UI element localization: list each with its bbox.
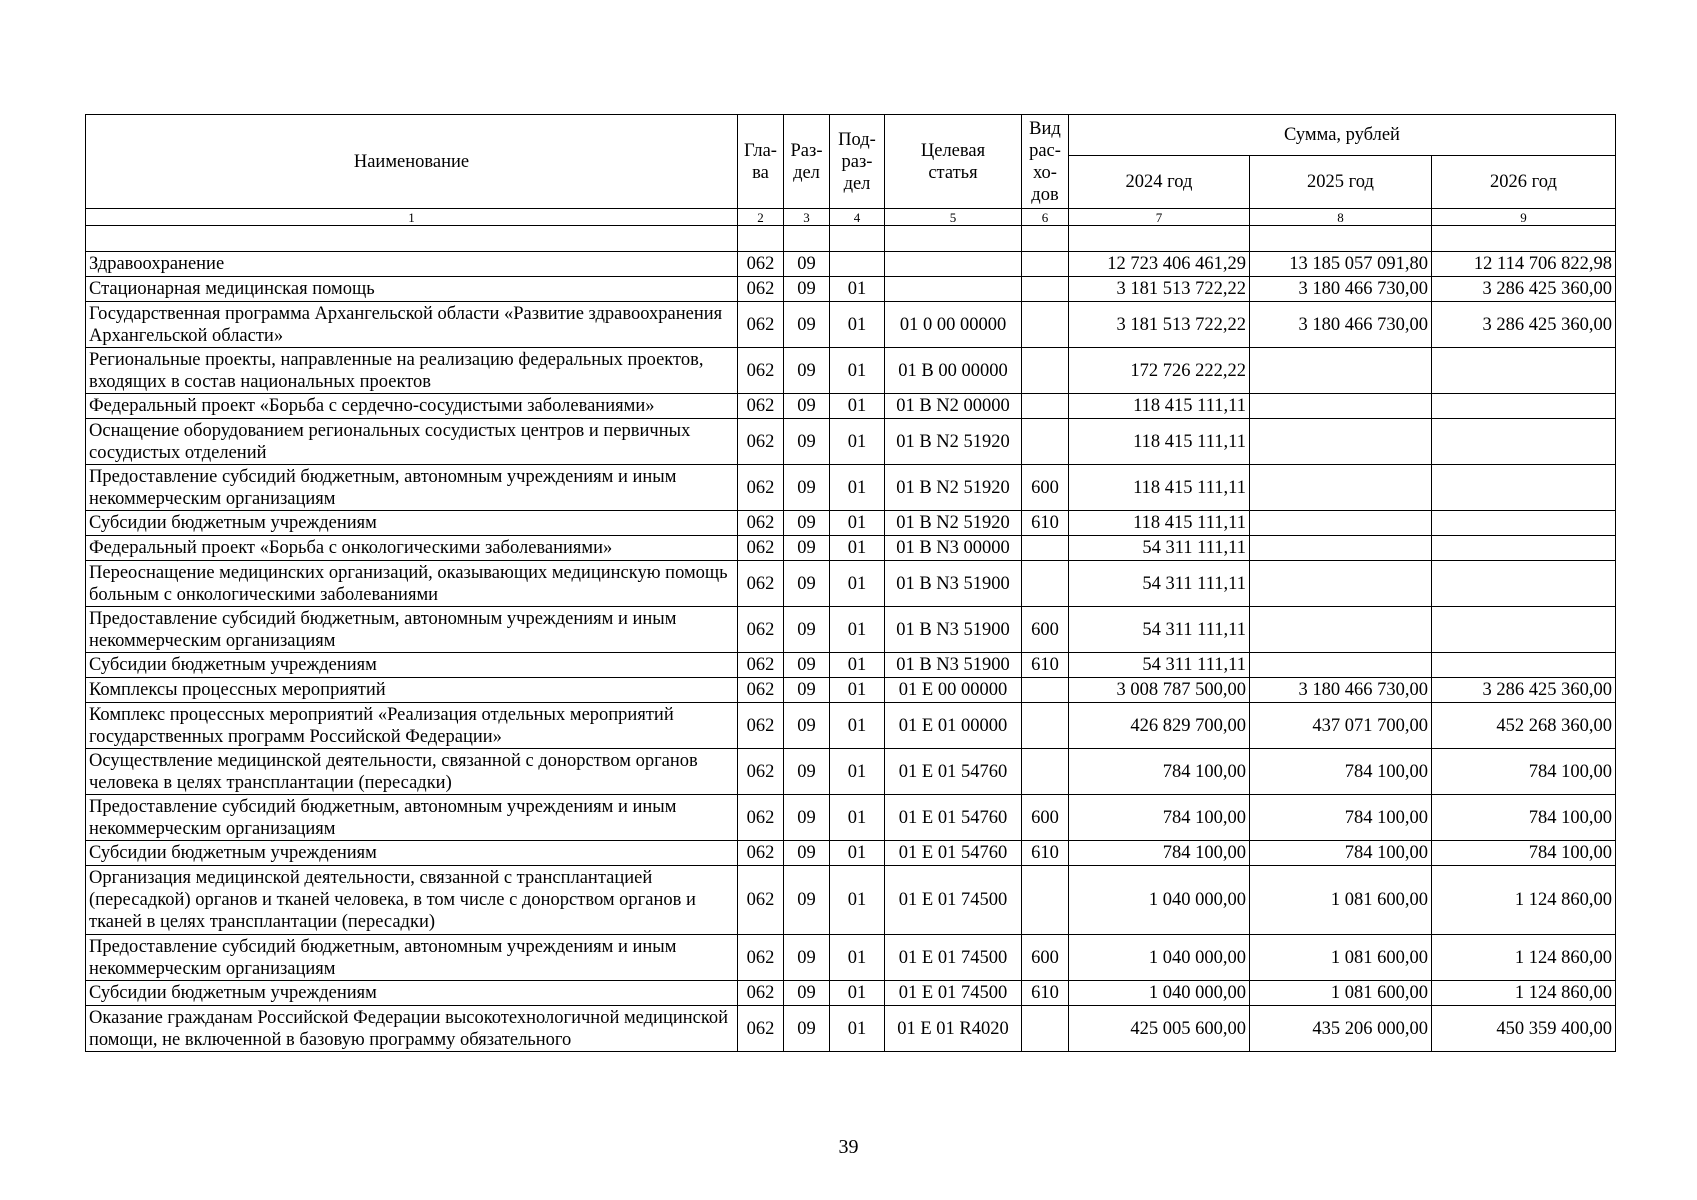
table-row: [86, 511, 1616, 536]
cell-2026: [1432, 653, 1616, 678]
column-number: 7: [1069, 209, 1250, 226]
cell-target: 01 В N2 51920: [885, 419, 1022, 465]
cell-section: 09: [784, 607, 830, 653]
table-header: [86, 115, 1616, 252]
cell-expense-type: [1022, 749, 1069, 795]
cell-name: Здравоохранение: [86, 252, 738, 277]
cell-subsection: 01: [830, 981, 885, 1006]
cell-name: Комплекс процессных мероприятий «Реализация отдельных мероприятий государственных программ Российской Федерации»: [86, 703, 738, 749]
cell-chapter: 062: [738, 511, 784, 536]
cell-2026: [1432, 511, 1616, 536]
cell-name: Предоставление субсидий бюджетным, автономным учреждениям и иным некоммерческим организациям: [86, 607, 738, 653]
cell-2026: 1 124 860,00: [1432, 981, 1616, 1006]
cell-2026: [1432, 465, 1616, 511]
cell-subsection: 01: [830, 561, 885, 607]
cell-section: 09: [784, 653, 830, 678]
cell-2026: 3 286 425 360,00: [1432, 678, 1616, 703]
cell-section: 09: [784, 348, 830, 394]
cell-target: 01 Е 01 54760: [885, 841, 1022, 866]
cell-chapter: 062: [738, 1006, 784, 1052]
table-row: [86, 866, 1616, 935]
cell-2025: [1250, 465, 1432, 511]
cell-target: [885, 252, 1022, 277]
cell-target: 01 Е 01 74500: [885, 935, 1022, 981]
table-row: [86, 841, 1616, 866]
cell-name: Осуществление медицинской деятельности, связанной с донорством органов человека в целях трансплантации (пересадки): [86, 749, 738, 795]
cell-2025: 437 071 700,00: [1250, 703, 1432, 749]
cell-section: 09: [784, 465, 830, 511]
cell-name: Оснащение оборудованием региональных сосудистых центров и первичных сосудистых отделений: [86, 419, 738, 465]
cell-2024: 54 311 111,11: [1069, 561, 1250, 607]
table-row: [86, 678, 1616, 703]
cell-2026: 3 286 425 360,00: [1432, 302, 1616, 348]
cell-2024: 1 040 000,00: [1069, 935, 1250, 981]
cell-target: 01 В 00 00000: [885, 348, 1022, 394]
header-expense-type: Вид рас- хо- дов: [1022, 115, 1069, 209]
cell-section: 09: [784, 252, 830, 277]
header-name: Наименование: [86, 115, 738, 209]
table-row: [86, 607, 1616, 653]
cell-section: 09: [784, 419, 830, 465]
cell-expense-type: [1022, 678, 1069, 703]
cell-chapter: 062: [738, 465, 784, 511]
cell-name: Субсидии бюджетным учреждениям: [86, 841, 738, 866]
cell-expense-type: 610: [1022, 841, 1069, 866]
cell-2025: [1250, 653, 1432, 678]
header-subsection: Под- раз- дел: [830, 115, 885, 209]
cell-2026: [1432, 348, 1616, 394]
cell-name: Стационарная медицинская помощь: [86, 277, 738, 302]
cell-name: Федеральный проект «Борьба с сердечно-сосудистыми заболеваниями»: [86, 394, 738, 419]
table-row: [86, 536, 1616, 561]
cell-2024: 118 415 111,11: [1069, 511, 1250, 536]
column-number: 9: [1432, 209, 1616, 226]
cell-name: Государственная программа Архангельской области «Развитие здравоохранения Архангельской области»: [86, 302, 738, 348]
cell-section: 09: [784, 678, 830, 703]
table-row: [86, 561, 1616, 607]
cell-2025: [1250, 394, 1432, 419]
cell-expense-type: [1022, 277, 1069, 302]
table-row: [86, 1006, 1616, 1052]
cell-2025: 784 100,00: [1250, 841, 1432, 866]
cell-expense-type: [1022, 561, 1069, 607]
budget-table: [85, 114, 1616, 1052]
cell-target: 01 Е 01 74500: [885, 866, 1022, 935]
page-number: 39: [838, 1136, 859, 1158]
cell-2026: 1 124 860,00: [1432, 935, 1616, 981]
cell-2024: 118 415 111,11: [1069, 465, 1250, 511]
cell-2025: 13 185 057 091,80: [1250, 252, 1432, 277]
cell-expense-type: [1022, 536, 1069, 561]
table-row: [86, 749, 1616, 795]
cell-subsection: 01: [830, 749, 885, 795]
cell-subsection: 01: [830, 419, 885, 465]
table-row: [86, 653, 1616, 678]
cell-name: Предоставление субсидий бюджетным, автономным учреждениям и иным некоммерческим организациям: [86, 935, 738, 981]
cell-expense-type: [1022, 703, 1069, 749]
cell-expense-type: [1022, 348, 1069, 394]
header-2024: 2024 год: [1069, 156, 1250, 209]
blank-row: [86, 226, 1616, 252]
cell-chapter: 062: [738, 981, 784, 1006]
cell-name: Субсидии бюджетным учреждениям: [86, 653, 738, 678]
cell-name: Субсидии бюджетным учреждениям: [86, 511, 738, 536]
cell-2024: 12 723 406 461,29: [1069, 252, 1250, 277]
cell-section: 09: [784, 561, 830, 607]
cell-name: Субсидии бюджетным учреждениям: [86, 981, 738, 1006]
cell-subsection: 01: [830, 678, 885, 703]
cell-section: 09: [784, 749, 830, 795]
cell-2025: [1250, 607, 1432, 653]
cell-subsection: 01: [830, 277, 885, 302]
cell-2024: 118 415 111,11: [1069, 419, 1250, 465]
cell-2025: [1250, 536, 1432, 561]
cell-2025: 3 180 466 730,00: [1250, 302, 1432, 348]
cell-subsection: 01: [830, 348, 885, 394]
column-number: 3: [784, 209, 830, 226]
cell-section: 09: [784, 536, 830, 561]
column-number: 6: [1022, 209, 1069, 226]
cell-section: 09: [784, 841, 830, 866]
header-section: Раз- дел: [784, 115, 830, 209]
column-number: 4: [830, 209, 885, 226]
cell-target: 01 В N2 00000: [885, 394, 1022, 419]
cell-subsection: 01: [830, 653, 885, 678]
cell-subsection: 01: [830, 703, 885, 749]
cell-2024: 3 008 787 500,00: [1069, 678, 1250, 703]
column-number: 2: [738, 209, 784, 226]
cell-subsection: 01: [830, 935, 885, 981]
cell-2026: 452 268 360,00: [1432, 703, 1616, 749]
cell-name: Оказание гражданам Российской Федерации высокотехнологичной медицинской помощи, не включенной в базовую программу обязательного: [86, 1006, 738, 1052]
cell-2025: 1 081 600,00: [1250, 981, 1432, 1006]
cell-chapter: 062: [738, 935, 784, 981]
cell-section: 09: [784, 981, 830, 1006]
cell-chapter: 062: [738, 419, 784, 465]
cell-chapter: 062: [738, 348, 784, 394]
cell-name: Региональные проекты, направленные на реализацию федеральных проектов, входящих в состав национальных проектов: [86, 348, 738, 394]
cell-section: 09: [784, 935, 830, 981]
cell-2025: 3 180 466 730,00: [1250, 678, 1432, 703]
cell-2024: 54 311 111,11: [1069, 607, 1250, 653]
cell-section: 09: [784, 277, 830, 302]
cell-expense-type: 600: [1022, 465, 1069, 511]
cell-subsection: 01: [830, 536, 885, 561]
table-row: [86, 348, 1616, 394]
cell-chapter: 062: [738, 795, 784, 841]
cell-subsection: 01: [830, 465, 885, 511]
cell-2026: [1432, 536, 1616, 561]
cell-2025: [1250, 419, 1432, 465]
cell-section: 09: [784, 1006, 830, 1052]
cell-target: 01 Е 00 00000: [885, 678, 1022, 703]
cell-name: Федеральный проект «Борьба с онкологическими заболеваниями»: [86, 536, 738, 561]
cell-expense-type: [1022, 419, 1069, 465]
cell-target: 01 Е 01 74500: [885, 981, 1022, 1006]
cell-expense-type: 610: [1022, 981, 1069, 1006]
cell-chapter: 062: [738, 252, 784, 277]
cell-expense-type: 610: [1022, 653, 1069, 678]
cell-chapter: 062: [738, 302, 784, 348]
cell-expense-type: [1022, 1006, 1069, 1052]
table-row: [86, 302, 1616, 348]
cell-target: [885, 277, 1022, 302]
cell-target: 01 Е 01 00000: [885, 703, 1022, 749]
cell-subsection: 01: [830, 302, 885, 348]
cell-target: 01 Е 01 54760: [885, 749, 1022, 795]
cell-2024: 1 040 000,00: [1069, 866, 1250, 935]
cell-2025: [1250, 561, 1432, 607]
cell-target: 01 В N2 51920: [885, 511, 1022, 536]
cell-chapter: 062: [738, 394, 784, 419]
cell-chapter: 062: [738, 607, 784, 653]
table-row: [86, 981, 1616, 1006]
cell-2024: 425 005 600,00: [1069, 1006, 1250, 1052]
cell-2026: [1432, 394, 1616, 419]
cell-2025: [1250, 348, 1432, 394]
table-row: [86, 252, 1616, 277]
cell-name: Переоснащение медицинских организаций, оказывающих медицинскую помощь больным с онкологическими заболеваниями: [86, 561, 738, 607]
cell-chapter: 062: [738, 561, 784, 607]
table-row: [86, 703, 1616, 749]
table-body: [86, 252, 1616, 1052]
cell-chapter: 062: [738, 678, 784, 703]
cell-subsection: [830, 252, 885, 277]
cell-chapter: 062: [738, 866, 784, 935]
cell-2025: 784 100,00: [1250, 795, 1432, 841]
cell-section: 09: [784, 866, 830, 935]
cell-name: Предоставление субсидий бюджетным, автономным учреждениям и иным некоммерческим организациям: [86, 465, 738, 511]
header-2026: 2026 год: [1432, 156, 1616, 209]
cell-chapter: 062: [738, 841, 784, 866]
table-row: [86, 795, 1616, 841]
cell-2024: 784 100,00: [1069, 749, 1250, 795]
cell-2026: 1 124 860,00: [1432, 866, 1616, 935]
cell-section: 09: [784, 795, 830, 841]
cell-2024: 784 100,00: [1069, 795, 1250, 841]
cell-2026: [1432, 419, 1616, 465]
cell-2026: 450 359 400,00: [1432, 1006, 1616, 1052]
cell-expense-type: 610: [1022, 511, 1069, 536]
cell-2024: 784 100,00: [1069, 841, 1250, 866]
cell-2024: 54 311 111,11: [1069, 653, 1250, 678]
cell-expense-type: [1022, 252, 1069, 277]
cell-2025: 784 100,00: [1250, 749, 1432, 795]
table-row: [86, 419, 1616, 465]
cell-2024: 426 829 700,00: [1069, 703, 1250, 749]
cell-expense-type: 600: [1022, 935, 1069, 981]
cell-2026: 12 114 706 822,98: [1432, 252, 1616, 277]
cell-target: 01 В N2 51920: [885, 465, 1022, 511]
cell-chapter: 062: [738, 749, 784, 795]
cell-section: 09: [784, 394, 830, 419]
column-number-row: [86, 209, 1616, 226]
cell-2026: 784 100,00: [1432, 795, 1616, 841]
header-sum: Сумма, рублей: [1069, 115, 1616, 156]
cell-target: 01 Е 01 R4020: [885, 1006, 1022, 1052]
table-row: [86, 935, 1616, 981]
cell-chapter: 062: [738, 653, 784, 678]
cell-section: 09: [784, 511, 830, 536]
cell-target: 01 0 00 00000: [885, 302, 1022, 348]
cell-subsection: 01: [830, 1006, 885, 1052]
cell-expense-type: [1022, 394, 1069, 419]
cell-2024: 1 040 000,00: [1069, 981, 1250, 1006]
cell-2026: 3 286 425 360,00: [1432, 277, 1616, 302]
cell-2025: 1 081 600,00: [1250, 866, 1432, 935]
cell-subsection: 01: [830, 795, 885, 841]
cell-subsection: 01: [830, 841, 885, 866]
cell-target: 01 В N3 00000: [885, 536, 1022, 561]
cell-2026: 784 100,00: [1432, 841, 1616, 866]
cell-2024: 118 415 111,11: [1069, 394, 1250, 419]
cell-2024: 3 181 513 722,22: [1069, 277, 1250, 302]
cell-2025: [1250, 511, 1432, 536]
cell-2024: 172 726 222,22: [1069, 348, 1250, 394]
cell-chapter: 062: [738, 277, 784, 302]
cell-subsection: 01: [830, 511, 885, 536]
cell-section: 09: [784, 703, 830, 749]
cell-name: Комплексы процессных мероприятий: [86, 678, 738, 703]
cell-2026: [1432, 607, 1616, 653]
cell-name: Предоставление субсидий бюджетным, автономным учреждениям и иным некоммерческим организациям: [86, 795, 738, 841]
cell-chapter: 062: [738, 536, 784, 561]
cell-expense-type: [1022, 866, 1069, 935]
header-2025: 2025 год: [1250, 156, 1432, 209]
cell-expense-type: 600: [1022, 795, 1069, 841]
cell-2025: 1 081 600,00: [1250, 935, 1432, 981]
cell-target: 01 В N3 51900: [885, 607, 1022, 653]
cell-name: Организация медицинской деятельности, связанной с трансплантацией (пересадкой) органов и тканей человека, в том числе с донорством органов и тканей в целях трансплантации (пересадки): [86, 866, 738, 935]
cell-expense-type: [1022, 302, 1069, 348]
column-number: 5: [885, 209, 1022, 226]
cell-target: 01 Е 01 54760: [885, 795, 1022, 841]
cell-expense-type: 600: [1022, 607, 1069, 653]
header-chapter: Гла- ва: [738, 115, 784, 209]
table-row: [86, 394, 1616, 419]
column-number: 1: [86, 209, 738, 226]
table-row: [86, 465, 1616, 511]
cell-2026: [1432, 561, 1616, 607]
cell-subsection: 01: [830, 866, 885, 935]
cell-2026: 784 100,00: [1432, 749, 1616, 795]
cell-2025: 435 206 000,00: [1250, 1006, 1432, 1052]
cell-2025: 3 180 466 730,00: [1250, 277, 1432, 302]
cell-subsection: 01: [830, 607, 885, 653]
cell-target: 01 В N3 51900: [885, 653, 1022, 678]
cell-subsection: 01: [830, 394, 885, 419]
cell-section: 09: [784, 302, 830, 348]
cell-2024: 3 181 513 722,22: [1069, 302, 1250, 348]
cell-2024: 54 311 111,11: [1069, 536, 1250, 561]
column-number: 8: [1250, 209, 1432, 226]
cell-target: 01 В N3 51900: [885, 561, 1022, 607]
header-target: Целевая статья: [885, 115, 1022, 209]
table-row: [86, 277, 1616, 302]
cell-chapter: 062: [738, 703, 784, 749]
